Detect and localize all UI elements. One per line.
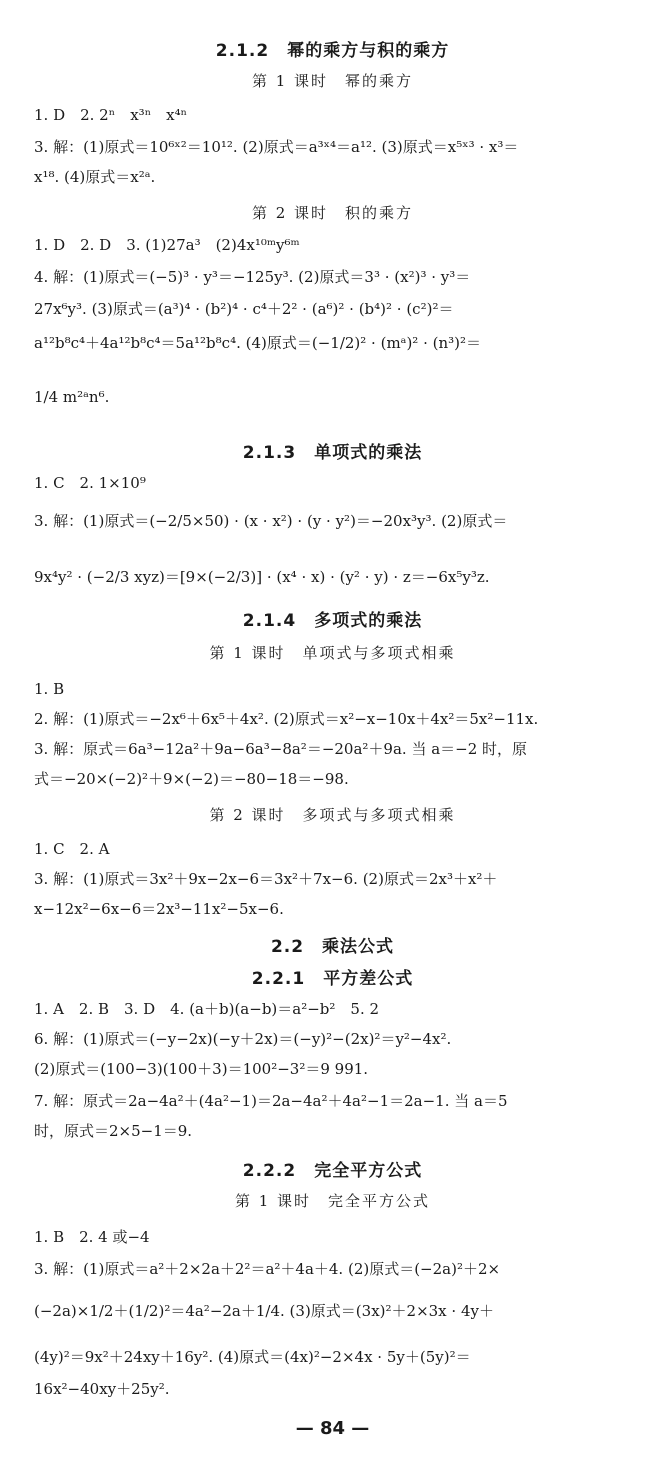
answer-line: 2. 解：(1)原式＝−2x⁶＋6x⁵＋4x². (2)原式＝x²−x−10x＋4x²＝5x²−11x. [34, 710, 539, 728]
section-heading-2-2: 2.2 乘法公式 [270, 937, 395, 957]
answer-line: (4y)²＝9x²＋24xy＋16y². (4)原式＝(4x)²−2×4x · 5y＋(5y)²＝ [34, 1348, 471, 1366]
answer-line: 4. 解：(1)原式＝(−5)³ · y³＝−125y³. (2)原式＝3³ · (x²)³ · y³＝ [34, 268, 471, 286]
answer-line: 7. 解：原式＝2a−4a²＋(4a²−1)＝2a−4a²＋4a²−1＝2a−1. 当 a＝5 [34, 1092, 508, 1110]
section-heading-2-2-1: 2.2.1 平方差公式 [251, 969, 414, 989]
lesson-heading: 第 1 课时 幂的乘方 [251, 72, 414, 90]
section-heading-2-1-4: 2.1.4 多项式的乘法 [242, 611, 423, 631]
answer-line: 1. B [34, 680, 65, 698]
answer-line: 1. B 2. 4 或−4 [34, 1228, 150, 1246]
lesson-heading: 第 2 课时 多项式与多项式相乘 [209, 806, 456, 824]
answer-line: (−2a)×1/2＋(1/2)²＝4a²−2a＋1/4. (3)原式＝(3x)²＋2×3x · 4y＋ [34, 1302, 494, 1320]
answer-line: 27x⁶y³. (3)原式＝(a³)⁴ · (b²)⁴ · c⁴＋2² · (a⁶)² · (b⁴)² · (c²)²＝ [34, 300, 454, 318]
answer-line: 3. 解：(1)原式＝(−2/5×50) · (x · x²) · (y · y²)＝−20x³y³. (2)原式＝ [34, 512, 508, 530]
lesson-heading: 第 1 课时 单项式与多项式相乘 [209, 644, 456, 662]
answer-line: 1. A 2. B 3. D 4. (a＋b)(a−b)＝a²−b² 5. 2 [34, 1000, 380, 1018]
answer-line: 3. 解：(1)原式＝3x²＋9x−2x−6＝3x²＋7x−6. (2)原式＝2x³＋x²＋ [34, 870, 498, 888]
answer-line: 3. 解：原式＝6a³−12a²＋9a−6a³−8a²＝−20a²＋9a. 当 a＝−2 时，原 [34, 740, 528, 758]
page-number: — 84 — [295, 1418, 370, 1439]
answer-line: 1. C 2. A [34, 840, 110, 858]
answer-line: x−12x²−6x−6＝2x³−11x²−5x−6. [34, 900, 284, 918]
answer-line: 1/4 m²ᵃn⁶. [34, 388, 110, 406]
answer-line: 1. C 2. 1×10⁹ [34, 474, 146, 492]
section-heading-2-1-3: 2.1.3 单项式的乘法 [242, 443, 423, 463]
section-heading-2-2-2: 2.2.2 完全平方公式 [242, 1161, 423, 1181]
answer-line: x¹⁸. (4)原式＝x²ᵃ. [34, 168, 156, 186]
answer-line: (2)原式＝(100−3)(100＋3)＝100²−3²＝9 991. [34, 1060, 369, 1078]
answer-line: 式＝−20×(−2)²＋9×(−2)＝−80−18＝−98. [34, 770, 349, 788]
section-heading-2-1-2: 2.1.2 幂的乘方与积的乘方 [215, 41, 450, 61]
answer-line: 3. 解：(1)原式＝a²＋2×2a＋2²＝a²＋4a＋4. (2)原式＝(−2a)²＋2× [34, 1260, 501, 1278]
lesson-heading: 第 1 课时 完全平方公式 [234, 1192, 431, 1210]
answer-line: 1. D 2. D 3. (1)27a³ (2)4x¹⁰ᵐy⁶ᵐ [34, 236, 300, 254]
answer-line: 3. 解：(1)原式＝10⁶ˣ²＝10¹². (2)原式＝a³ˣ⁴＝a¹². (3)原式＝x⁵ˣ³ · x³＝ [34, 138, 519, 156]
answer-line: 1. D 2. 2ⁿ x³ⁿ x⁴ⁿ [34, 106, 188, 124]
answer-line: 16x²−40xy＋25y². [34, 1380, 170, 1398]
answer-line: 时，原式＝2×5−1＝9. [34, 1122, 193, 1140]
answer-line: 9x⁴y² · (−2/3 xyz)＝[9×(−2/3)] · (x⁴ · x) · (y² · y) · z＝−6x⁵y³z. [34, 568, 490, 586]
lesson-heading: 第 2 课时 积的乘方 [251, 204, 414, 222]
answer-line: a¹²b⁸c⁴＋4a¹²b⁸c⁴＝5a¹²b⁸c⁴. (4)原式＝(−1/2)² · (mᵃ)² · (n³)²＝ [34, 334, 482, 352]
answer-line: 6. 解：(1)原式＝(−y−2x)(−y＋2x)＝(−y)²−(2x)²＝y²−4x². [34, 1030, 452, 1048]
